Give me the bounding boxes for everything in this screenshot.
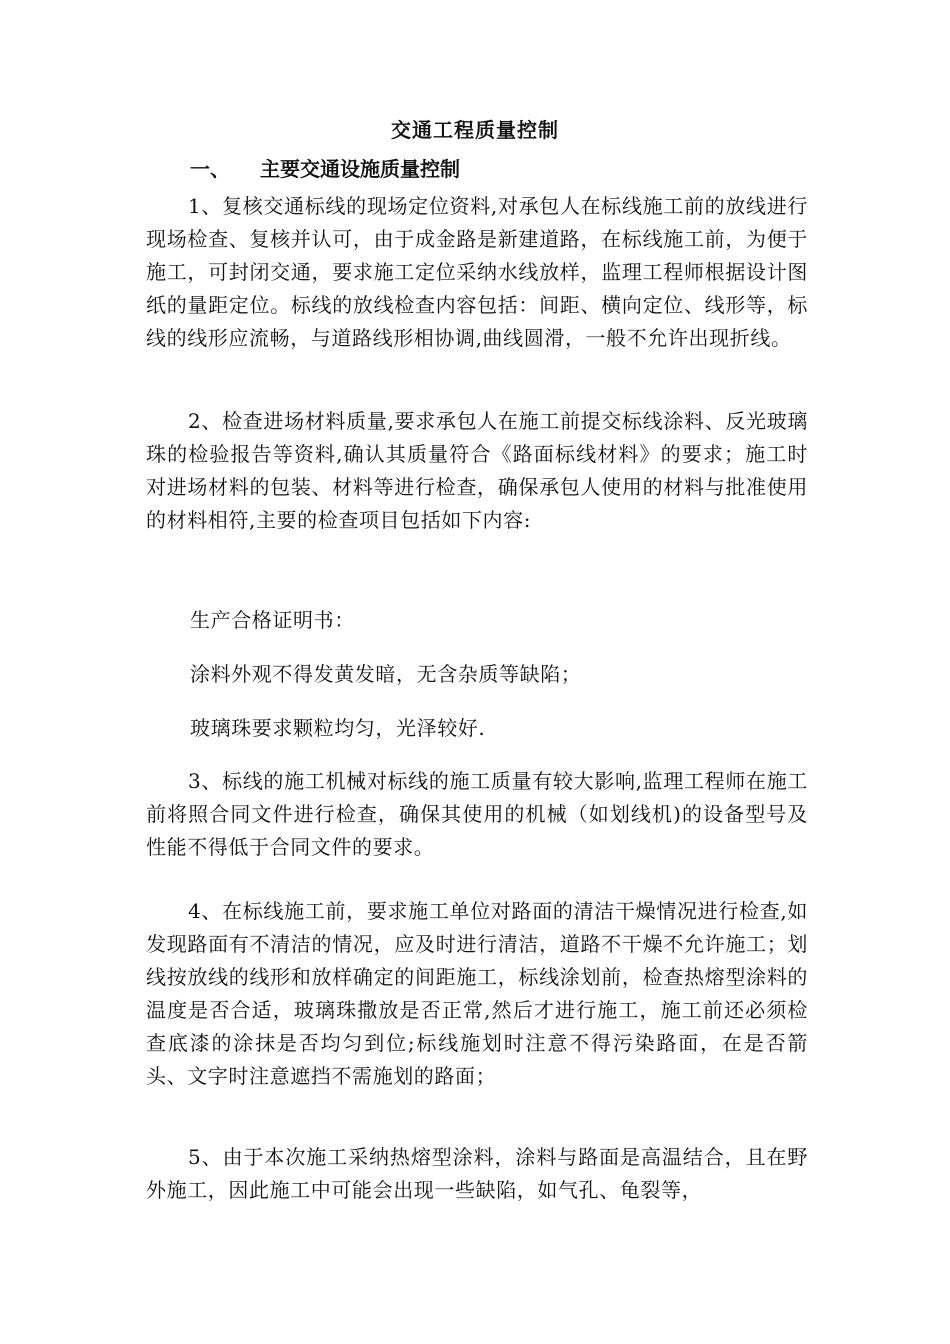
section-heading — [190, 154, 460, 184]
section-title: 主要交通设施质量控制 — [260, 157, 460, 181]
check-item-certificate: 生产合格证明书： — [190, 608, 355, 632]
paragraph-4: 4、在标线施工前，要求施工单位对路面的清洁干燥情况进行检查,如发现路面有不清洁的情况，应及时进行清洁，道路不干燥不允许施工；划线按放线的线形和放样确定的间距施工，标线涂划前，检查热熔型涂料的温度是否合适，玻璃珠撒放是否正常,然后才进行施工，施工前还必须检查底漆的涂抹是否均匀到位;标线施划时注意不得污染路面，在是否箭头、文字时注意遮挡不需施划的路面； — [146, 899, 808, 1088]
paragraph-3: 3、标线的施工机械对标线的施工质量有较大影响,监理工程师在施工前将照合同文件进行检查，确保其使用的机械（如划线机)的设备型号及性能不得低于合同文件的要求。 — [146, 769, 808, 859]
document-title: 交通工程质量控制 — [391, 118, 559, 142]
check-item-coating-appearance: 涂料外观不得发黄发暗，无含杂质等缺陷； — [190, 662, 582, 686]
check-item-glass-beads: 玻璃珠要求颗粒均匀，光泽较好. — [190, 716, 486, 740]
paragraph-1: 1、复核交通标线的现场定位资料,对承包人在标线施工前的放线进行现场检查、复核并认可，由于成金路是新建道路，在标线施工前，为便于施工，可封闭交通，要求施工定位采纳水线放样，监理工程师根据设计图纸的量距定位。标线的放线检查内容包括：间距、横向定位、线形等，标线的线形应流畅，与道路线形相协调,曲线圆滑，一般不允许出现折线。 — [146, 194, 808, 350]
section-number: 一、 — [190, 157, 230, 181]
paragraph-5: 5、由于本次施工采纳热熔型涂料，涂料与路面是高温结合，且在野外施工，因此施工中可能会出现一些缺陷，如气孔、龟裂等， — [146, 1145, 808, 1202]
paragraph-2: 2、检查进场材料质量,要求承包人在施工前提交标线涂料、反光玻璃珠的检验报告等资料,确认其质量符合《路面标线材料》的要求；施工时对进场材料的包装、材料等进行检查，确保承包人使用的材料与批准使用的材料相符,主要的检查项目包括如下内容: — [146, 409, 808, 532]
